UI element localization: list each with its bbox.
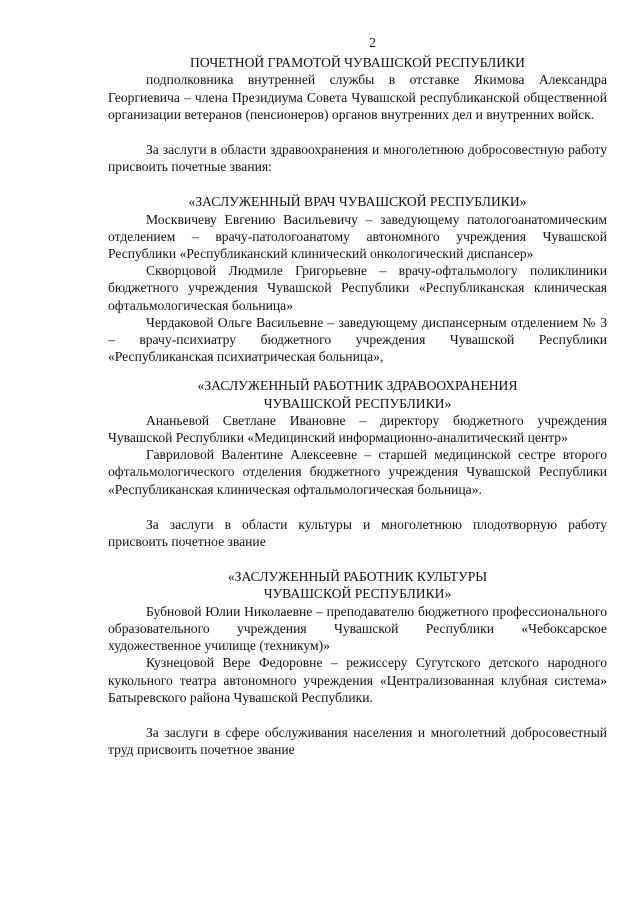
paragraph-ananyeva: Ананьевой Светлане Ивановне – директору бюджетного учреждения Чувашской Республики «Медицинский информационно-аналитический центр» <box>108 412 607 446</box>
heading-honored-health-worker-line2: ЧУВАШСКОЙ РЕСПУБЛИКИ» <box>263 395 452 411</box>
heading-honored-health-worker-line1: «ЗАСЛУЖЕННЫЙ РАБОТНИК ЗДРАВООХРАНЕНИЯ <box>197 378 518 394</box>
heading-honored-doctor: «ЗАСЛУЖЕННЫЙ ВРАЧ ЧУВАШСКОЙ РЕСПУБЛИКИ» <box>188 194 527 210</box>
heading-honored-culture-worker <box>108 568 607 602</box>
heading-honored-health-worker <box>108 377 607 411</box>
paragraph-services-merit: За заслуги в сфере обслуживания населения и многолетний добросовестный труд присвоить почетное звание <box>108 724 607 758</box>
page-number: 2 <box>369 35 376 50</box>
heading-honorary-diploma: ПОЧЕТНОЙ ГРАМОТОЙ ЧУВАШСКОЙ РЕСПУБЛИКИ <box>190 55 525 71</box>
heading-honored-culture-worker-line2: ЧУВАШСКОЙ РЕСПУБЛИКИ» <box>263 586 452 602</box>
paragraph-culture-merit: За заслуги в области культуры и многолетнюю плодотворную работу присвоить почетное звание <box>108 516 607 550</box>
paragraph-yakimov: подполковника внутренней службы в отставке Якимова Александра Георгиевича – члена Президиума Совета Чувашской республиканской общественной организации ветеранов (пенсионеров) органов внутренних дел и внутренних войск. <box>108 72 607 122</box>
paragraph-skvortsova: Скворцовой Людмиле Григорьевне – врачу-офтальмологу поликлиники бюджетного учреждения Чувашской Республики «Республиканская клиническая офтальмологическая больница» <box>108 263 607 313</box>
paragraph-moskvichev: Москвичеву Евгению Васильевичу – заведующему патологоанатомическим отделением – врачу-патологоанатому автономного учреждения Чувашской Республики «Республиканский клинический онкологический диспансер» <box>108 211 607 262</box>
paragraph-cherdakova: Чердаковой Ольге Васильевне – заведующему диспансерным отделением № 3 – врачу-психиатру бюджетного учреждения Чувашской Республики «Республиканская психиатрическая больница», <box>108 314 607 365</box>
heading-honored-culture-worker-line1: «ЗАСЛУЖЕННЫЙ РАБОТНИК КУЛЬТУРЫ <box>227 569 488 585</box>
paragraph-kuznetsova: Кузнецовой Вере Федоровне – режиссеру Сугутского детского народного кукольного театра автономного учреждения «Централизованная клубная система» Батыревского района Чувашской Республики. <box>108 655 607 705</box>
paragraph-bubnova: Бубновой Юлии Николаевне – преподавателю бюджетного профессионального образовательного учреждения Чувашской Республики «Чебоксарское художественное училище (техникум)» <box>108 603 607 654</box>
paragraph-gavrilova: Гавриловой Валентине Алексеевне – старшей медицинской сестре второго офтальмологического отделения бюджетного учреждения Чувашской Республики «Республиканская клиническая офтальмологическая больница». <box>108 447 607 497</box>
paragraph-healthcare-merit: За заслуги в области здравоохранения и многолетнюю добросовестную работу присвоить почетные звания: <box>108 142 607 175</box>
